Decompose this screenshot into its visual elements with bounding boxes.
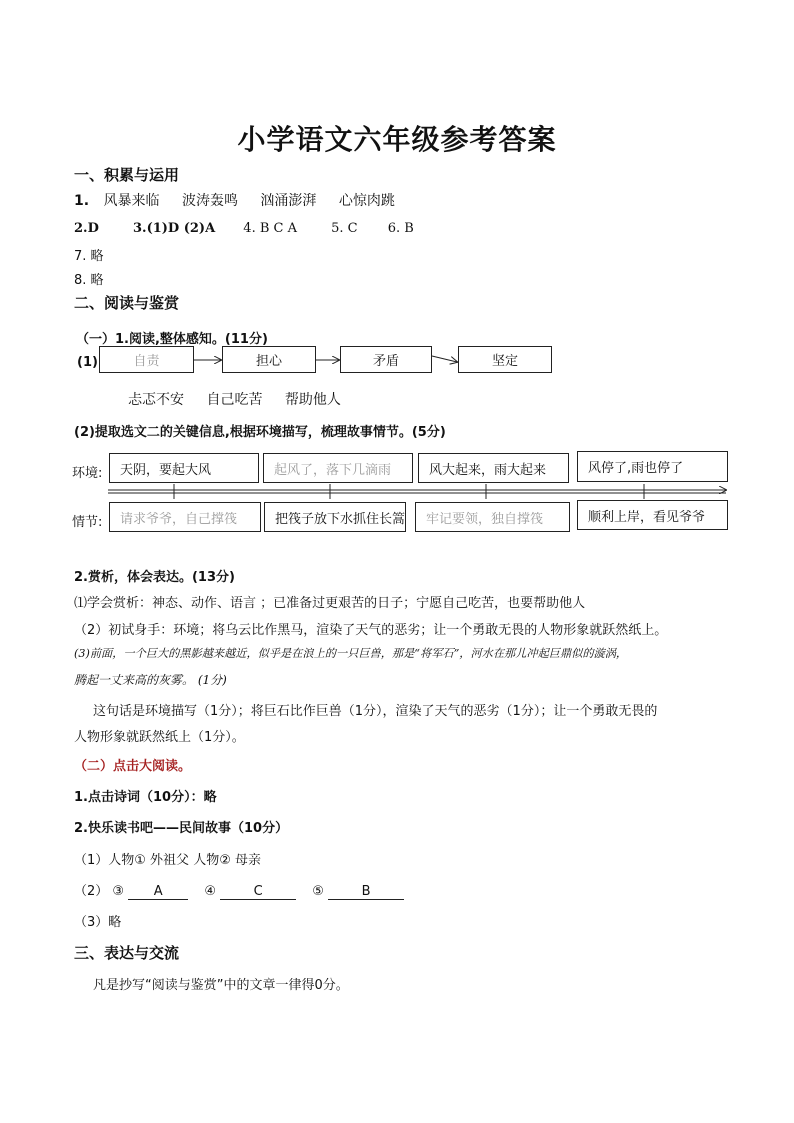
- part2-q2-2-prefix: （2）: [74, 884, 109, 899]
- part2-q2: 2.快乐读书吧——民间故事（10分）: [74, 821, 289, 836]
- blank-answer: A: [128, 884, 188, 900]
- blank-answer: B: [328, 884, 404, 900]
- q1-number: 1.: [74, 193, 90, 209]
- q1-word: 风暴来临: [103, 193, 160, 209]
- blank-label: ④: [204, 884, 217, 899]
- appreciate-answer-3-quote-end: 腾起一丈来高的灰雾。 (1分): [74, 673, 227, 687]
- env-box: 天阴，要起大风: [109, 453, 259, 483]
- env-box: 风大起来，雨大起来: [418, 453, 569, 483]
- env-box: 风停了,雨也停了: [577, 451, 728, 482]
- flow-box: 担心: [222, 346, 316, 373]
- part2-q2-3: （3）略: [74, 915, 122, 930]
- q2-heading: (2)提取选文二的关键信息,根据环境描写，梳理故事情节。(5分): [74, 425, 446, 440]
- appreciate-answer-3-quote: (3)前面，一个巨大的黑影越来越近，似乎是在浪上的一只巨兽，那是“将军石”，河水在那儿冲起巨鼎似的漩涡，: [74, 647, 628, 660]
- blank-answer: C: [220, 884, 296, 900]
- part2-heading: （二）点击大阅读。: [74, 759, 192, 774]
- section-3-heading: 三、表达与交流: [74, 944, 180, 962]
- flow-label: (1): [77, 355, 98, 370]
- q1-word: 汹涌澎湃: [260, 193, 317, 209]
- plot-box: 请求爷爷，自己撑筏: [109, 502, 261, 532]
- q1-word: 心惊肉跳: [338, 193, 395, 209]
- section-3-text: 凡是抄写“阅读与鉴赏”中的文章一律得0分。: [93, 978, 349, 993]
- section-1-heading: 一、积累与运用: [74, 166, 180, 184]
- q3-answer: 3.(1)D (2)A: [133, 221, 216, 236]
- flow-below-item: 自己吃苦: [206, 392, 263, 408]
- plot-box: 把筏子放下水抓住长篙: [264, 502, 406, 532]
- plot-box: 牢记要领，独自撑筏: [415, 502, 570, 532]
- appreciate-heading: 2.赏析，体会表达。(13分): [74, 570, 235, 585]
- q5-answer: 5. C: [331, 221, 358, 236]
- appreciate-explanation-1: 这句话是环境描写（1分）；将巨石比作巨兽（1分），渲染了天气的恶劣（1分）；让一个勇敢无畏的: [93, 704, 658, 719]
- plot-box: 顺利上岸，看见爷爷: [577, 500, 728, 530]
- flow-box: 自责: [99, 346, 194, 373]
- env-label: 环境:: [72, 466, 103, 481]
- section-2-heading: 二、阅读与鉴赏: [74, 294, 180, 312]
- part2-q2-1: （1）人物① 外祖父 人物② 母亲: [74, 853, 261, 868]
- page-title: 小学语文六年级参考答案: [237, 123, 557, 156]
- flow-below-item: 忐忑不安: [128, 392, 184, 408]
- appreciate-answer-1: ⑴学会赏析：神态、动作、语言 ；已准备过更艰苦的日子；宁愿自己吃苦，也要帮助他人: [74, 596, 586, 611]
- q1-word: 波涛轰鸣: [181, 193, 238, 209]
- q6-answer: 6. B: [387, 221, 414, 236]
- part2-q2-2: [74, 880, 404, 900]
- q8-answer: 8. 略: [74, 273, 104, 288]
- part2-q1: 1.点击诗词（10分）：略: [74, 790, 217, 805]
- flow-box: 坚定: [458, 346, 552, 373]
- q4-answer: 4. B C A: [243, 221, 297, 236]
- plot-label: 情节:: [72, 515, 103, 530]
- part1-q1-heading: （一）1.阅读,整体感知。(11分): [76, 332, 268, 347]
- appreciate-answer-2: （2）初试身手：环境；将乌云比作黑马，渲染了天气的恶劣；让一个勇敢无畏的人物形象就跃然纸上。: [74, 623, 668, 638]
- arrow-icon: [432, 356, 457, 362]
- blank-label: ③: [112, 884, 125, 899]
- flow-below-row: [128, 389, 341, 409]
- q7-answer: 7. 略: [74, 249, 104, 264]
- q2-answer: 2.D: [74, 221, 99, 236]
- appreciate-explanation-2: 人物形象就跃然纸上（1分）。: [74, 730, 245, 745]
- blank-label: ⑤: [312, 884, 324, 899]
- flow-below-item: 帮助他人: [284, 392, 341, 408]
- env-box: 起风了，落下几滴雨: [263, 453, 413, 483]
- flow-box: 矛盾: [340, 346, 432, 373]
